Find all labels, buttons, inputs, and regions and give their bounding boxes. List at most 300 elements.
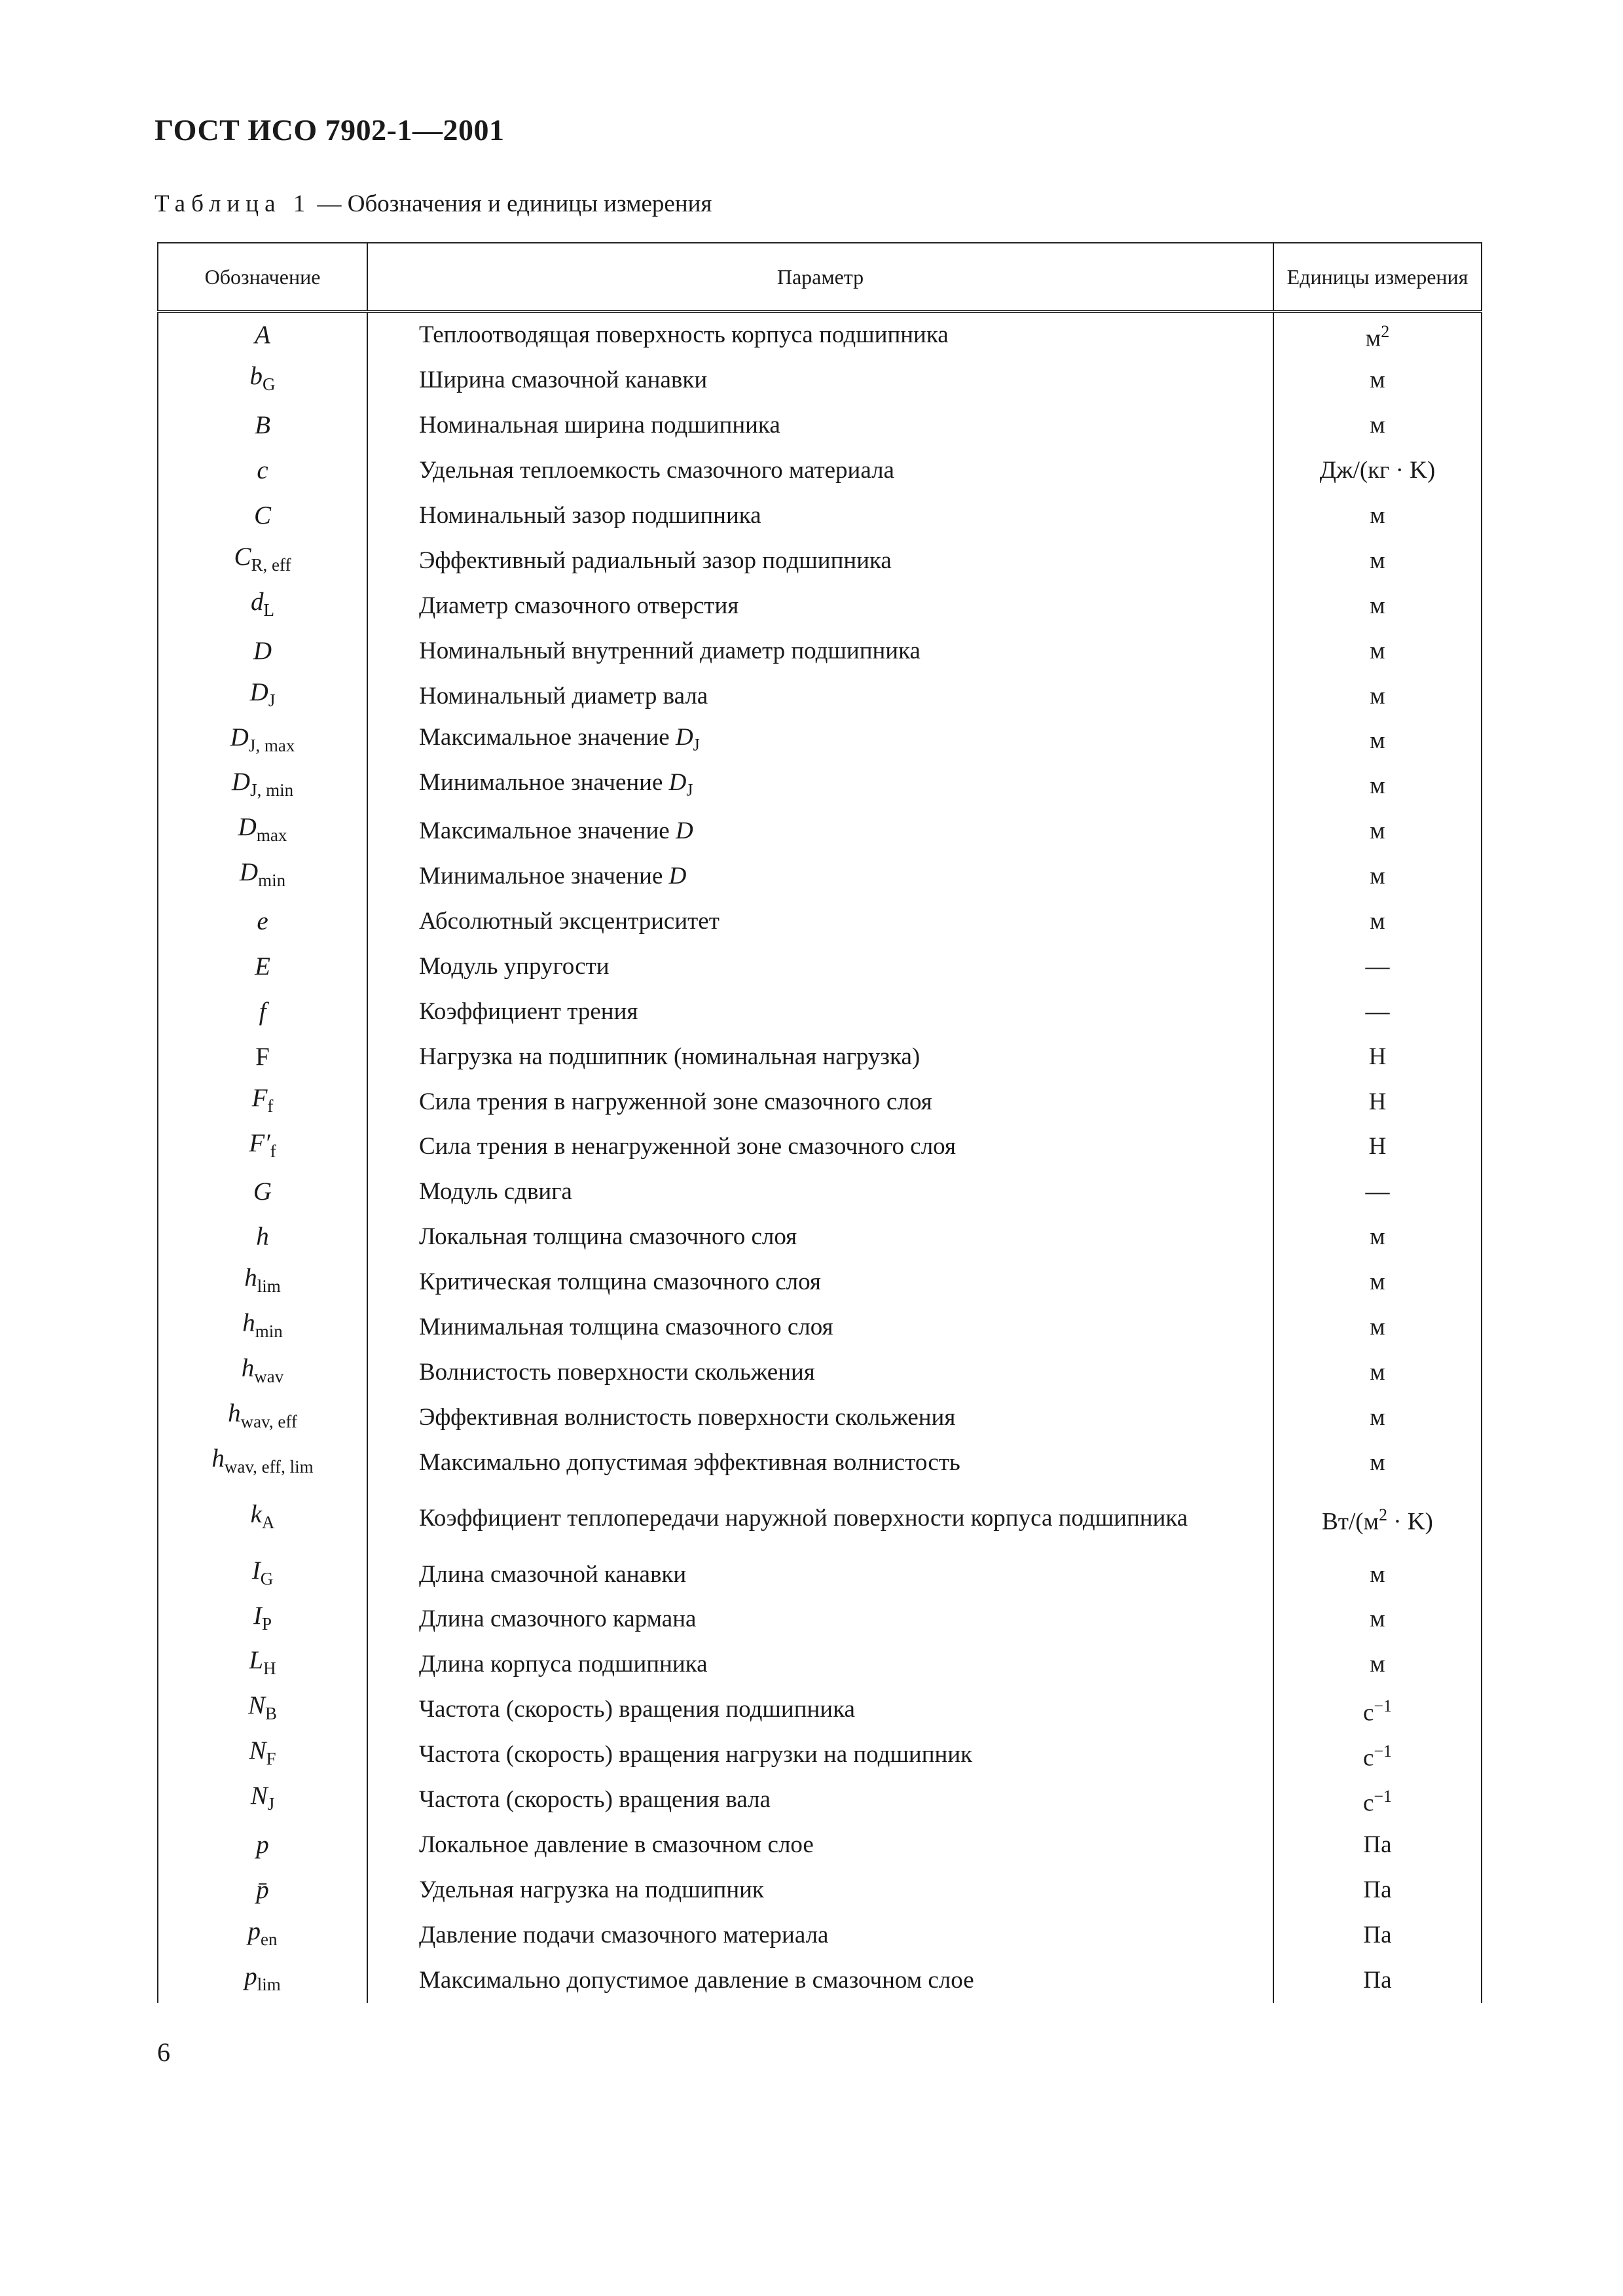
parameter-cell bbox=[367, 583, 1273, 628]
unit-text: м bbox=[1370, 682, 1385, 709]
table-row bbox=[158, 673, 1482, 719]
symbol-main: e bbox=[257, 907, 268, 936]
symbol-cell bbox=[158, 1687, 367, 1732]
parameter-text: Нагрузка на подшипник (номинальная нагрузка) bbox=[419, 1043, 921, 1070]
symbol-cell bbox=[158, 1170, 367, 1215]
parameter-text: Сила трения в ненагруженной зоне смазочного слоя bbox=[419, 1133, 956, 1160]
table-row bbox=[158, 1124, 1482, 1170]
unit-cell bbox=[1273, 1395, 1482, 1440]
parameter-cell bbox=[367, 1732, 1273, 1778]
unit-text: м bbox=[1365, 325, 1381, 352]
unit-cell bbox=[1273, 809, 1482, 854]
table-caption bbox=[155, 190, 712, 218]
parameter-cell bbox=[367, 1687, 1273, 1732]
unit-cell bbox=[1273, 1642, 1482, 1687]
unit-cell bbox=[1273, 1485, 1482, 1552]
symbol-cell bbox=[158, 1552, 367, 1597]
parameter-text: Номинальный внутренний диаметр подшипника bbox=[419, 637, 921, 664]
unit-cell bbox=[1273, 1079, 1482, 1124]
unit-text: м bbox=[1370, 727, 1385, 755]
symbol-subscript: J, min bbox=[250, 780, 294, 800]
symbols-table bbox=[157, 242, 1482, 2003]
parameter-cell bbox=[367, 944, 1273, 989]
unit-text: — bbox=[1365, 952, 1390, 980]
symbol-main: p bbox=[247, 1916, 261, 1945]
unit-cell bbox=[1273, 719, 1482, 764]
symbol-main: C bbox=[234, 543, 251, 571]
unit-cell bbox=[1273, 1597, 1482, 1642]
parameter-text: Минимальное значение D bbox=[419, 863, 687, 890]
parameter-cell bbox=[367, 1395, 1273, 1440]
parameter-text: Удельная теплоемкость смазочного материала bbox=[419, 457, 894, 484]
symbol-main: f bbox=[259, 997, 266, 1026]
unit-cell bbox=[1273, 854, 1482, 899]
symbol-main: b bbox=[249, 362, 263, 391]
symbol-cell bbox=[158, 1485, 367, 1552]
symbol-main: N bbox=[250, 1782, 268, 1810]
symbol-cell bbox=[158, 358, 367, 403]
parameter-cell bbox=[367, 1867, 1273, 1912]
symbol-cell bbox=[158, 1912, 367, 1958]
parameter-cell bbox=[367, 493, 1273, 539]
symbol-main: h bbox=[244, 1264, 257, 1293]
symbol-cell bbox=[158, 719, 367, 764]
symbol-cell bbox=[158, 1597, 367, 1642]
parameter-subscript: J bbox=[686, 780, 693, 800]
table-row bbox=[158, 583, 1482, 628]
table-row bbox=[158, 1732, 1482, 1778]
symbol-cell bbox=[158, 1642, 367, 1687]
unit-cell bbox=[1273, 764, 1482, 809]
parameter-cell bbox=[367, 1778, 1273, 1823]
symbol-main: F′ bbox=[249, 1128, 270, 1157]
unit-text: Па bbox=[1363, 1876, 1392, 1903]
parameter-text: Минимальное значение D bbox=[419, 768, 687, 796]
parameter-cell bbox=[367, 1642, 1273, 1687]
symbol-subscript: f bbox=[270, 1141, 276, 1161]
parameter-cell bbox=[367, 1260, 1273, 1305]
symbol-subscript: min bbox=[255, 1321, 283, 1341]
symbol-subscript: F bbox=[266, 1749, 276, 1769]
symbol-subscript: P bbox=[261, 1613, 272, 1634]
parameter-text: Диаметр смазочного отверстия bbox=[419, 592, 739, 619]
parameter-cell bbox=[367, 358, 1273, 403]
unit-cell bbox=[1273, 1124, 1482, 1170]
symbol-cell bbox=[158, 809, 367, 854]
table-row bbox=[158, 1260, 1482, 1305]
unit-text: м bbox=[1370, 367, 1385, 394]
unit-cell bbox=[1273, 1823, 1482, 1868]
document-header: ГОСТ ИСО 7902-1—2001 bbox=[155, 113, 505, 147]
unit-text: м bbox=[1370, 1560, 1385, 1588]
symbol-main: N bbox=[247, 1691, 265, 1720]
unit-cell bbox=[1273, 403, 1482, 448]
symbols-table-container bbox=[157, 242, 1481, 2003]
parameter-cell bbox=[367, 719, 1273, 764]
table-row bbox=[158, 628, 1482, 673]
unit-text: м bbox=[1370, 547, 1385, 574]
page-number: 6 bbox=[157, 2037, 170, 2067]
symbol-main: F bbox=[251, 1083, 268, 1112]
parameter-text: Частота (скорость) вращения подшипника bbox=[419, 1696, 855, 1723]
unit-text: м bbox=[1370, 1403, 1385, 1431]
table-row bbox=[158, 1305, 1482, 1350]
table-row bbox=[158, 1440, 1482, 1485]
parameter-cell bbox=[367, 312, 1273, 358]
symbol-cell bbox=[158, 854, 367, 899]
unit-cell bbox=[1273, 312, 1482, 358]
unit-superscript: 2 bbox=[1379, 1505, 1387, 1524]
symbol-cell bbox=[158, 448, 367, 493]
parameter-text: Ширина смазочной канавки bbox=[419, 367, 708, 394]
unit-text: м bbox=[1370, 1448, 1385, 1476]
unit-cell bbox=[1273, 628, 1482, 673]
symbol-subscript: f bbox=[267, 1096, 274, 1116]
parameter-cell bbox=[367, 448, 1273, 493]
unit-cell bbox=[1273, 1260, 1482, 1305]
parameter-cell bbox=[367, 1552, 1273, 1597]
symbol-main: F bbox=[255, 1042, 270, 1071]
parameter-text: Давление подачи смазочного материала bbox=[419, 1921, 829, 1948]
parameter-cell bbox=[367, 1440, 1273, 1485]
symbol-cell bbox=[158, 538, 367, 583]
parameter-text: Максимальное значение D bbox=[419, 723, 693, 751]
table-row bbox=[158, 1912, 1482, 1958]
unit-cell bbox=[1273, 1732, 1482, 1778]
unit-text: м bbox=[1370, 1651, 1385, 1678]
symbol-main: B bbox=[255, 411, 270, 440]
parameter-text: Минимальная толщина смазочного слоя bbox=[419, 1314, 833, 1341]
parameter-text: Удельная нагрузка на подшипник bbox=[419, 1876, 764, 1903]
unit-cell bbox=[1273, 358, 1482, 403]
table-row bbox=[158, 1395, 1482, 1440]
symbol-cell bbox=[158, 1124, 367, 1170]
unit-text: м bbox=[1370, 908, 1385, 935]
unit-text: м bbox=[1370, 1605, 1385, 1633]
symbol-main: c bbox=[257, 456, 268, 485]
unit-tail: · K) bbox=[1387, 1508, 1433, 1535]
unit-cell bbox=[1273, 1305, 1482, 1350]
symbol-main: h bbox=[211, 1444, 225, 1473]
parameter-cell bbox=[367, 1034, 1273, 1079]
unit-text: м bbox=[1370, 1314, 1385, 1341]
symbol-subscript: max bbox=[256, 825, 287, 846]
symbol-cell bbox=[158, 1958, 367, 2003]
symbol-main: h bbox=[256, 1223, 269, 1251]
symbol-main: I bbox=[253, 1601, 262, 1630]
unit-cell bbox=[1273, 673, 1482, 719]
parameter-cell bbox=[367, 1079, 1273, 1124]
parameter-cell bbox=[367, 764, 1273, 809]
parameter-text: Частота (скорость) вращения вала bbox=[419, 1786, 771, 1814]
parameter-text: Коэффициент трения bbox=[419, 997, 638, 1025]
unit-text: м bbox=[1370, 772, 1385, 800]
unit-text: м bbox=[1370, 592, 1385, 619]
symbol-subscript: en bbox=[261, 1929, 278, 1949]
unit-cell bbox=[1273, 899, 1482, 944]
parameter-text: Максимальное значение D bbox=[419, 817, 693, 845]
table-row bbox=[158, 1079, 1482, 1124]
table-row bbox=[158, 764, 1482, 809]
parameter-cell bbox=[367, 1485, 1273, 1552]
symbol-cell bbox=[158, 899, 367, 944]
unit-superscript: −1 bbox=[1374, 1742, 1393, 1761]
symbol-main: I bbox=[251, 1556, 261, 1585]
symbol-cell bbox=[158, 673, 367, 719]
table-row bbox=[158, 1170, 1482, 1215]
symbol-main: C bbox=[253, 501, 271, 529]
parameter-cell bbox=[367, 809, 1273, 854]
table-header-row bbox=[158, 243, 1482, 312]
symbol-cell bbox=[158, 1823, 367, 1868]
table-row bbox=[158, 719, 1482, 764]
table-caption-text: Обозначения и единицы измерения bbox=[347, 190, 712, 217]
parameter-cell bbox=[367, 854, 1273, 899]
unit-cell bbox=[1273, 448, 1482, 493]
unit-text: м bbox=[1370, 412, 1385, 439]
symbol-cell bbox=[158, 1350, 367, 1395]
parameter-cell bbox=[367, 1124, 1273, 1170]
unit-text: м bbox=[1370, 1223, 1385, 1251]
unit-text: Вт/(м bbox=[1322, 1508, 1379, 1535]
parameter-cell bbox=[367, 1215, 1273, 1260]
unit-cell bbox=[1273, 1778, 1482, 1823]
symbol-cell bbox=[158, 1732, 367, 1778]
parameter-text: Эффективный радиальный зазор подшипника bbox=[419, 547, 892, 574]
symbol-main: E bbox=[255, 952, 270, 980]
unit-cell bbox=[1273, 1552, 1482, 1597]
symbol-cell bbox=[158, 989, 367, 1034]
symbol-subscript: B bbox=[265, 1704, 278, 1724]
symbol-cell bbox=[158, 312, 367, 358]
symbol-cell bbox=[158, 583, 367, 628]
table-caption-separator: — bbox=[311, 190, 348, 217]
parameter-text: Номинальная ширина подшипника bbox=[419, 412, 780, 439]
table-row bbox=[158, 1350, 1482, 1395]
column-header-parameter: Параметр bbox=[367, 243, 1273, 312]
unit-text: Па bbox=[1363, 1966, 1392, 1994]
symbol-cell bbox=[158, 1260, 367, 1305]
column-header-units: Единицы измерения bbox=[1273, 243, 1482, 312]
column-header-symbol: Обозначение bbox=[158, 243, 367, 312]
parameter-cell bbox=[367, 1912, 1273, 1958]
parameter-text: Модуль упругости bbox=[419, 952, 610, 980]
symbol-subscript: wav bbox=[254, 1366, 284, 1386]
unit-cell bbox=[1273, 1215, 1482, 1260]
parameter-text: Максимально допустимое давление в смазочном слое bbox=[419, 1966, 974, 1994]
symbol-cell bbox=[158, 1395, 367, 1440]
table-row bbox=[158, 1687, 1482, 1732]
symbol-main: D bbox=[231, 768, 251, 797]
table-row bbox=[158, 1597, 1482, 1642]
parameter-text: Теплоотводящая поверхность корпуса подшипника bbox=[419, 321, 949, 349]
table-row bbox=[158, 358, 1482, 403]
table-row bbox=[158, 809, 1482, 854]
table-row bbox=[158, 989, 1482, 1034]
table-header bbox=[158, 243, 1482, 312]
table-row bbox=[158, 1823, 1482, 1868]
table-row bbox=[158, 493, 1482, 539]
symbol-main: h bbox=[228, 1399, 241, 1427]
parameter-cell bbox=[367, 1958, 1273, 2003]
table-caption-label: Таблица 1 bbox=[155, 190, 312, 217]
symbol-cell bbox=[158, 403, 367, 448]
table-row bbox=[158, 899, 1482, 944]
symbol-cell bbox=[158, 493, 367, 539]
symbol-subscript: R, eff bbox=[251, 554, 291, 575]
symbol-main: N bbox=[249, 1736, 266, 1765]
unit-text: Н bbox=[1368, 1043, 1387, 1070]
parameter-cell bbox=[367, 628, 1273, 673]
unit-superscript: −1 bbox=[1374, 1696, 1393, 1716]
parameter-text: Длина смазочной канавки bbox=[419, 1560, 687, 1588]
unit-text: м bbox=[1370, 863, 1385, 890]
unit-cell bbox=[1273, 1170, 1482, 1215]
symbol-subscript: wav, eff bbox=[240, 1411, 297, 1431]
symbol-subscript: L bbox=[263, 600, 274, 620]
unit-cell bbox=[1273, 1958, 1482, 2003]
table-row bbox=[158, 538, 1482, 583]
unit-text: м bbox=[1370, 502, 1385, 529]
symbol-main: p bbox=[256, 1830, 269, 1859]
table-row bbox=[158, 1485, 1482, 1552]
table-row bbox=[158, 1034, 1482, 1079]
symbol-subscript: J bbox=[267, 1793, 275, 1814]
symbol-main: D bbox=[239, 858, 259, 887]
symbol-cell bbox=[158, 1440, 367, 1485]
symbol-main: k bbox=[250, 1500, 262, 1529]
symbol-cell bbox=[158, 1305, 367, 1350]
parameter-cell bbox=[367, 673, 1273, 719]
parameter-text: Максимально допустимая эффективная волнистость bbox=[419, 1448, 960, 1476]
unit-cell bbox=[1273, 1867, 1482, 1912]
symbol-cell bbox=[158, 944, 367, 989]
parameter-cell bbox=[367, 1597, 1273, 1642]
symbol-main: h bbox=[241, 1354, 255, 1383]
symbol-cell bbox=[158, 1034, 367, 1079]
table-row bbox=[158, 944, 1482, 989]
unit-text: с bbox=[1362, 1789, 1374, 1817]
unit-cell bbox=[1273, 1912, 1482, 1958]
unit-cell bbox=[1273, 1687, 1482, 1732]
parameter-text: Номинальный зазор подшипника bbox=[419, 502, 761, 529]
symbol-subscript: lim bbox=[257, 1974, 281, 1994]
unit-cell bbox=[1273, 1350, 1482, 1395]
unit-superscript: −1 bbox=[1374, 1786, 1393, 1806]
symbol-main: D bbox=[249, 677, 268, 706]
symbol-subscript: J, max bbox=[248, 735, 295, 755]
table-row bbox=[158, 403, 1482, 448]
parameter-cell bbox=[367, 1170, 1273, 1215]
parameter-text: Критическая толщина смазочного слоя bbox=[419, 1268, 821, 1296]
parameter-cell bbox=[367, 1350, 1273, 1395]
table-row bbox=[158, 1867, 1482, 1912]
unit-cell bbox=[1273, 583, 1482, 628]
parameter-cell bbox=[367, 1305, 1273, 1350]
unit-text: — bbox=[1365, 1178, 1390, 1206]
symbol-cell bbox=[158, 1079, 367, 1124]
symbol-main: D bbox=[238, 813, 257, 842]
unit-text: м bbox=[1370, 1268, 1385, 1296]
symbol-subscript: G bbox=[260, 1568, 274, 1588]
parameter-text: Частота (скорость) вращения нагрузки на подшипник bbox=[419, 1741, 973, 1768]
unit-text: с bbox=[1362, 1699, 1374, 1727]
parameter-text: Длина смазочного кармана bbox=[419, 1605, 697, 1633]
parameter-cell bbox=[367, 899, 1273, 944]
parameter-text: Коэффициент теплопередачи наружной поверхности корпуса подшипника bbox=[419, 1505, 1188, 1532]
table-row bbox=[158, 1642, 1482, 1687]
unit-cell bbox=[1273, 493, 1482, 539]
unit-text: Па bbox=[1363, 1831, 1392, 1858]
symbol-main: p bbox=[244, 1962, 257, 1990]
unit-cell bbox=[1273, 989, 1482, 1034]
symbol-subscript: wav, eff, lim bbox=[224, 1456, 314, 1477]
symbol-cell bbox=[158, 1867, 367, 1912]
parameter-text: Модуль сдвига bbox=[419, 1178, 572, 1206]
parameter-text: Локальная толщина смазочного слоя bbox=[419, 1223, 797, 1251]
table-row bbox=[158, 854, 1482, 899]
parameter-subscript: J bbox=[693, 735, 700, 755]
symbol-main: A bbox=[255, 321, 270, 350]
table-body bbox=[158, 312, 1482, 2003]
symbol-cell bbox=[158, 764, 367, 809]
unit-text: м bbox=[1370, 637, 1385, 664]
symbol-subscript: H bbox=[263, 1659, 276, 1679]
unit-text: с bbox=[1362, 1744, 1374, 1772]
symbol-main: G bbox=[253, 1177, 272, 1206]
parameter-cell bbox=[367, 538, 1273, 583]
table-row bbox=[158, 312, 1482, 358]
symbol-cell bbox=[158, 628, 367, 673]
parameter-text: Абсолютный эксцентриситет bbox=[419, 908, 720, 935]
symbol-cell bbox=[158, 1215, 367, 1260]
unit-text: — bbox=[1365, 997, 1390, 1025]
parameter-text: Эффективная волнистость поверхности скольжения bbox=[419, 1403, 956, 1431]
unit-text: Н bbox=[1368, 1133, 1387, 1160]
symbol-cell bbox=[158, 1778, 367, 1823]
symbol-main: p̄ bbox=[256, 1875, 269, 1904]
unit-text: Па bbox=[1363, 1921, 1392, 1948]
symbol-main: D bbox=[253, 636, 272, 665]
unit-cell bbox=[1273, 538, 1482, 583]
symbol-main: L bbox=[249, 1646, 264, 1675]
parameter-cell bbox=[367, 1823, 1273, 1868]
symbol-main: h bbox=[242, 1309, 255, 1338]
parameter-text: Локальное давление в смазочном слое bbox=[419, 1831, 814, 1858]
symbol-subscript: J bbox=[268, 690, 276, 710]
unit-text: м bbox=[1370, 1358, 1385, 1386]
unit-cell bbox=[1273, 944, 1482, 989]
symbol-subscript: G bbox=[263, 374, 276, 395]
symbol-main: d bbox=[251, 587, 264, 616]
unit-text: м bbox=[1370, 817, 1385, 845]
parameter-cell bbox=[367, 989, 1273, 1034]
table-row bbox=[158, 1778, 1482, 1823]
table-row bbox=[158, 1552, 1482, 1597]
table-row bbox=[158, 1215, 1482, 1260]
table-row bbox=[158, 448, 1482, 493]
parameter-text: Сила трения в нагруженной зоне смазочного слоя bbox=[419, 1088, 932, 1115]
unit-text: Н bbox=[1368, 1088, 1387, 1115]
parameter-cell bbox=[367, 403, 1273, 448]
unit-superscript: 2 bbox=[1381, 322, 1390, 342]
parameter-text: Длина корпуса подшипника bbox=[419, 1651, 708, 1678]
unit-cell bbox=[1273, 1034, 1482, 1079]
symbol-main: D bbox=[230, 723, 249, 751]
parameter-text: Волнистость поверхности скольжения bbox=[419, 1358, 815, 1386]
symbol-subscript: min bbox=[258, 870, 286, 891]
unit-cell bbox=[1273, 1440, 1482, 1485]
